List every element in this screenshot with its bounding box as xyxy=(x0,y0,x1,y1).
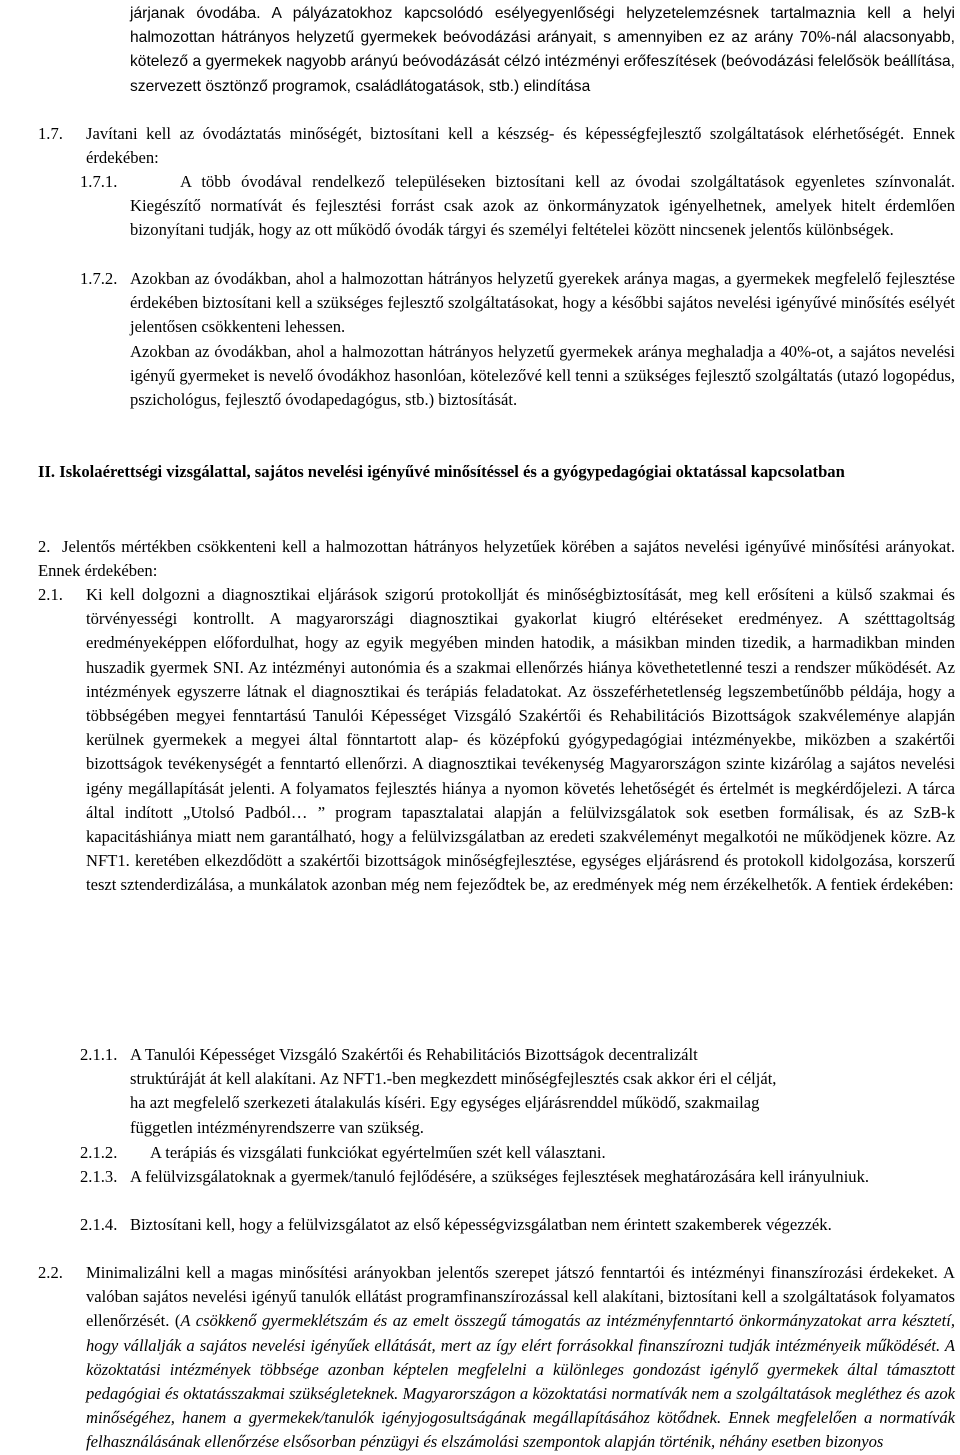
section-number: 2.1. xyxy=(38,585,63,604)
section-text: Minimalizálni kell a magas minősítési arányokban jelentős szerepet játszó fenntartói és intézményi finanszírozási érdekeket. A valóban sajátos nevelési igényű tanulók ellátást programfinanszírozással kell alakítani, biztosítani kell a szolgáltatások folyamatos ellenőrzését. ( xyxy=(86,1263,955,1331)
section-text: A felülvizsgálatoknak a gyermek/tanuló fejlődésére, a szükséges fejlesztések meghatározására kell irányulniuk. xyxy=(130,1167,870,1186)
section-number: 2.2. xyxy=(38,1263,63,1282)
section-number: 2.1.4. xyxy=(80,1215,118,1234)
section-number: 2.1.1. xyxy=(80,1045,118,1064)
section-line: struktúráját át kell alakítani. Az NFT1.-ben megkezdett minőségfejlesztés csak akkor éri el célját, xyxy=(130,1069,777,1089)
section-italic-text: A csökkenő gyermeklétszám és az emelt összegű támogatás az intézményfenntartó önkormányzatokat arra késztetí, hogy vállalják a sajátos nevelési igényűek ellátását, mert az így elért forrásokkal finanszírozni tudják intézményeik működését. A közoktatási intézmények többsége azonban képtelen megfelelni a különleges gondozást igénylő gyermekek által támasztott pedagógiai és oktatásszakmai szükségleteknek. Magyarországon a közoktatási normatívák nem a szolgáltatások megléthez és azok minőségéhez, hanem a gyermekek/tanulók igényjogosultságának megállapításához kötődnek. Ennek megfelelően a normatívák felhasználásának ellenőrzése elsősorban pénzügyi és elszámolási szempontok alapján történik, néhány esetben bizonyos xyxy=(86,1311,955,1452)
section-2 xyxy=(38,535,955,583)
section-1-7 xyxy=(38,122,955,170)
section-2-2 xyxy=(38,1261,955,1455)
section-2-1 xyxy=(38,583,955,898)
chapter-title: Iskolaérettségi vizsgálattal, sajátos nevelési igényűvé minősítéssel és a gyógypedagógiai oktatással kapcsolatban xyxy=(59,462,845,481)
section-line: független intézményrendszerre van szükség. xyxy=(130,1117,424,1137)
intro-paragraph xyxy=(130,2,955,99)
section-text: Biztosítani kell, hogy a felülvizsgálatot az első képességvizsgálatban nem érintett szakemberek végezzék. xyxy=(130,1215,832,1234)
chapter-heading xyxy=(38,460,955,484)
intro-first-line: járjanak óvodába. xyxy=(130,5,261,22)
section-2-1-2 xyxy=(80,1141,955,1165)
section-2-1-3 xyxy=(80,1165,955,1189)
section-text: Azokban az óvodákban, ahol a halmozottan hátrányos helyzetű gyerekek aránya magas, a gyermekek megfelelő fejlesztése érdekében biztosítani kell a szükséges fejlesztő szolgáltatásokat, hogy a későbbi sajátos nevelési igényűvé minősítés esélyét jelentősen csökkenteni lehessen. xyxy=(130,269,955,337)
section-text: Ki kell dolgozni a diagnosztikai eljárások szigorú protokollját és minőségbiztosítását, meg kell erősíteni a külső szakmai és törvényességi kontrollt. A magyarországi diagnosztikai gyakorlat kiugró eltéréseket eredményez. A szétttagoltság eredményeképpen előfordulhat, hogy az egyik megyében minden hatodik, a másikban minden tizedik, a harmadikban minden huszadik gyermek SNI. Az intézményi autonómia és a szakmai ellenőrzés hiánya követhetetlenné teszi a rendszer működését. Az intézmények egyszerre látnak el diagnosztikai és terápiás feladatokat. Az összeférhetetlenség legszembetűnőbb példája, hogy a többségében megyei fenntartású Tanulói Képességet Vizsgáló Szakértői és Rehabilitációs Bizottságok szakvéleménye alapján kerülnek gyermekek a megyei által fönntartott alap- és középfokú gyógypedagógiai intézményekbe, miközben a szakértői bizottságok tevékenységét a fenntartó ellenőrzi. A diagnosztikai tevékenység Magyarországon szinte kizárólag a sajátos nevelési igény megállapítását jelenti. A folyamatos fejlesztés hiánya a nyomon követés lehetőségét és értelmét is megkérdőjelezi. A tárca által indított „Utolsó Padból… ” program tapasztalatai alapján a felülvizsgálatok sok esetben formálisak, és az SzB-k kapacitáshiánya miatt nem garantálható, hogy a felülvizsgálatban az eredeti szakvéleményt megalkotói ne működjenek közre. Az NFT1. keretében elkezdődött a szakértői bizottságok minőségfejlesztése, egységes eljárásrend és protokoll kidolgozása, korszerű teszt sztenderdizálása, a munkálatok azonban még nem fejeződtek be, az eredmények még nem érzékelhetők. A fentiek érdekében: xyxy=(86,585,955,895)
section-number: 2.1.2. xyxy=(80,1143,118,1162)
section-text: A terápiás és vizsgálati funkciókat egyértelműen szét kell választani. xyxy=(150,1143,606,1162)
section-1-7-2 xyxy=(80,267,955,412)
section-line: ha azt megfelelő szerkezeti átalakulás kíséri. Egy egységes eljárásrenddel működő, szakmailag xyxy=(130,1093,760,1113)
section-text: A több óvodával rendelkező településeken biztosítani kell az óvodai szolgáltatások egyenletes színvonalát. Kiegészítő normatívát és fejlesztési forrást csak azok az önkormányzatok igényelhetnek, amelyek hitelt érdemlően bizonyítani tudják, hogy az ott működő óvodák tárgyi és személyi feltételei között nincsenek jelentős különbségek. xyxy=(130,172,955,240)
section-number: 2.1.3. xyxy=(80,1167,118,1186)
section-number: 1.7. xyxy=(38,124,63,143)
section-number: 2. xyxy=(38,537,51,556)
section-1-7-1 xyxy=(80,170,955,243)
section-text-continued: Azokban az óvodákban, ahol a halmozottan hátrányos helyzetű gyermekek aránya meghaladja a 40%-ot, a sajátos nevelési igényű gyermeket is nevelő óvodákhoz hasonlóan, kötelezővé kell tenni a szükséges fejlesztő szolgáltatás (utazó logopédus, pszichológus, fejlesztő óvodapedagógus, stb.) biztosítását. xyxy=(130,341,955,410)
section-text: Javítani kell az óvodáztatás minőségét, biztosítani kell a készség- és képességfejlesztő szolgáltatások elérhetőségét. Ennek érdekében: xyxy=(86,124,955,168)
section-line: A Tanulói Képességet Vizsgáló Szakértői és Rehabilitációs Bizottságok decentralizált xyxy=(130,1045,698,1064)
chapter-number: II. xyxy=(38,462,56,481)
section-number: 1.7.2. xyxy=(80,269,118,288)
intro-text: A pályázatokhoz kapcsolódó esélyegyenlőségi helyzetelemzésnek tartalmaznia kell a helyi halmozottan hátrányos helyzetű gyermekek beóvodázási arányait, s amennyiben ez az arány 70%-nál alacsonyabb, kötelező a gyermekek nagyobb arányú beóvodázását célzó intézményi erőfeszítések (beóvodázási felelősök beállítása, szervezett ösztönző programok, családlátogatások, stb.) elindítása xyxy=(130,5,955,95)
section-2-1-4 xyxy=(80,1213,955,1237)
section-text: Jelentős mértékben csökkenteni kell a halmozottan hátrányos helyzetűek körében a sajátos nevelési igényűvé minősítési arányokat. Ennek érdekében: xyxy=(38,537,955,581)
section-2-1-1 xyxy=(80,1043,955,1140)
section-number: 1.7.1. xyxy=(80,172,118,191)
